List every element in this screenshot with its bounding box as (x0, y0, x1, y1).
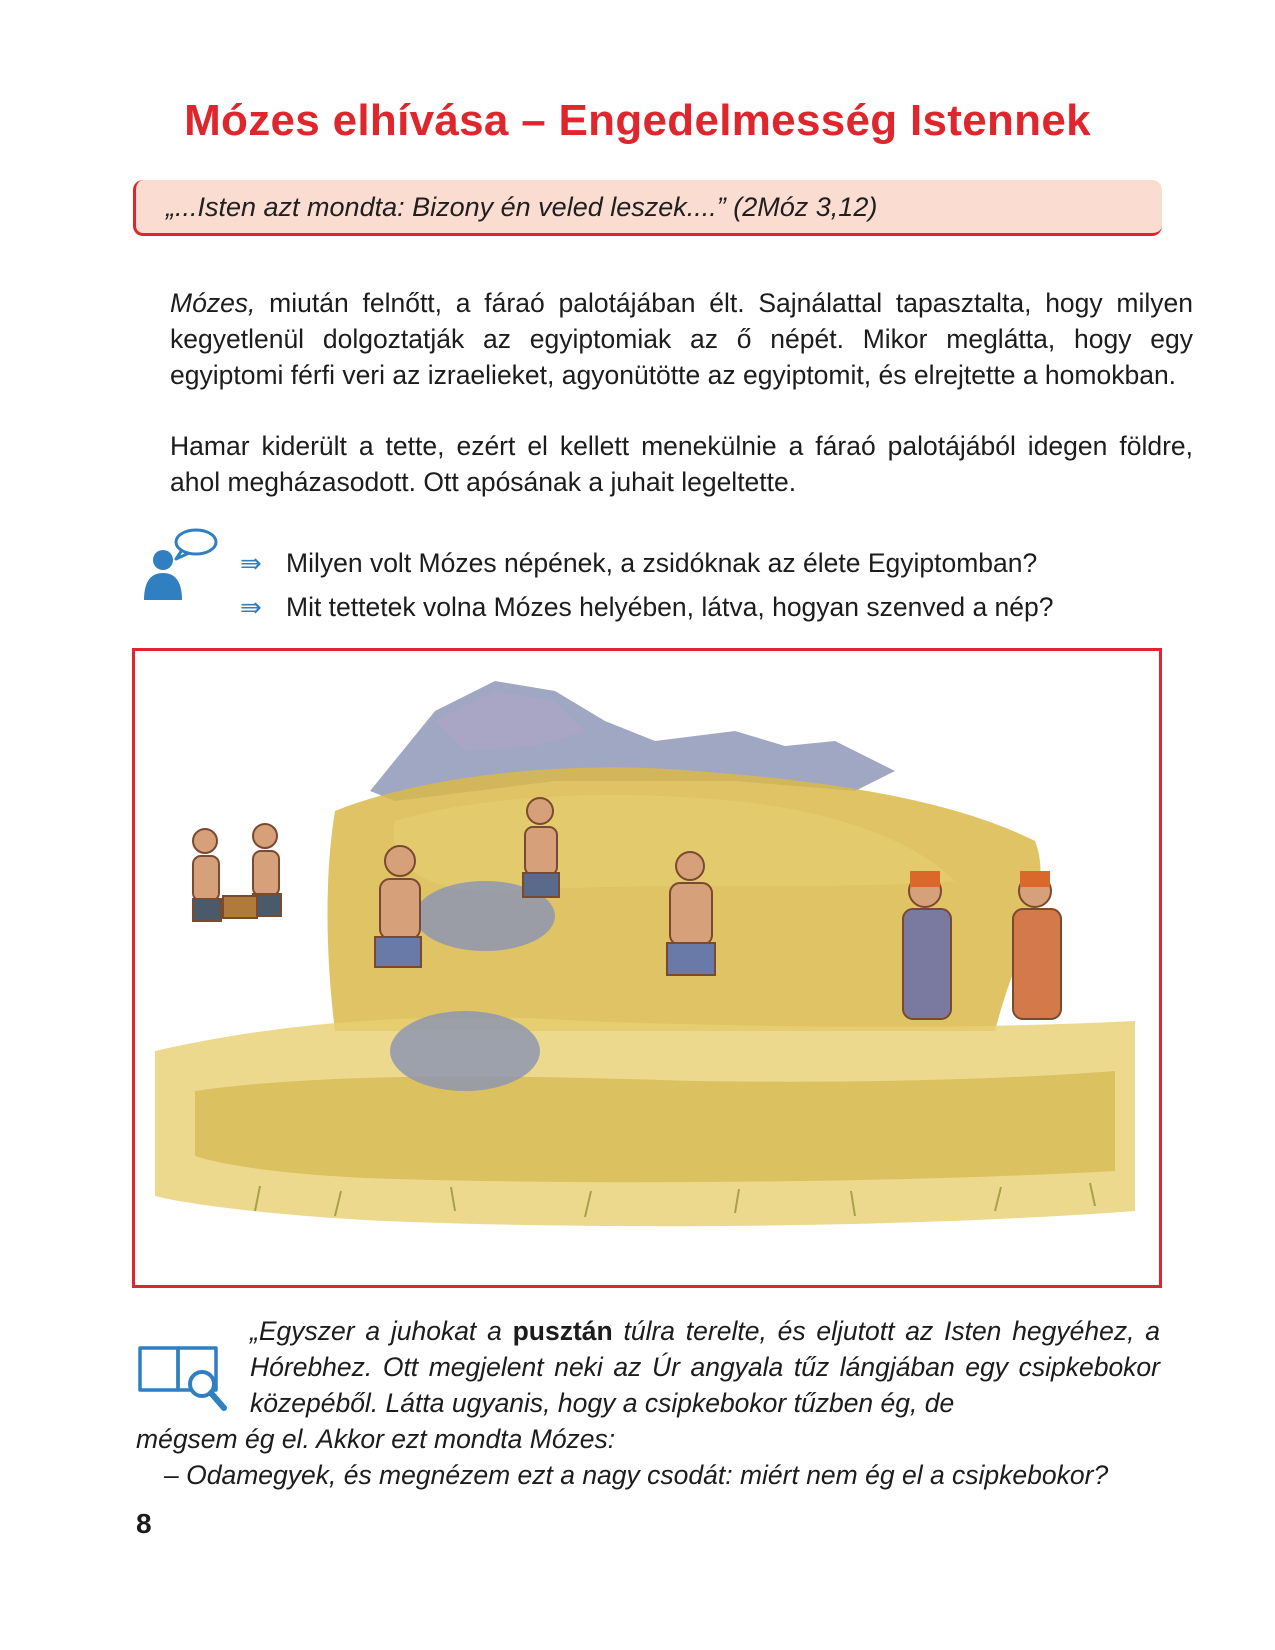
quarry-illustration (135, 651, 1159, 1285)
speech-person-icon (142, 528, 220, 600)
paragraph-2: Hamar kiderült a tette, ezért el kellett menekülnie a fáraó palotájából idegen földre, ahol megházasodott. Ott apósának a juhait legeltette. (170, 431, 1193, 497)
illustration-frame (132, 648, 1162, 1288)
verse-box (133, 180, 1162, 236)
bible-quote-bold: pusztán (512, 1316, 613, 1346)
arrow-icon: ⇛ (240, 548, 262, 578)
bible-quote-line: mégsem ég el. Akkor ezt mondta Mózes: (136, 1424, 616, 1454)
page-title: Mózes elhívása – Engedelmesség Istennek (184, 96, 1091, 145)
paragraph-1-text: miután felnőtt, a fáraó palotájában élt. Sajnálattal tapasztalta, hogy milyen kegyetlenül dolgoztatják az egyiptomiak az ő népét. Mikor meglátta, hogy egy egyiptomi férfi veri az izraelieket, agyonütötte az egyiptomit, és elrejtette a homokban. (170, 288, 1193, 390)
bible-quote-opening (250, 1313, 1160, 1421)
page-number: 8 (136, 1508, 152, 1539)
discussion-question-2 (240, 592, 1054, 623)
bible-quote-lead: „Egyszer a juhokat a (250, 1316, 513, 1346)
book-magnifier-icon (136, 1338, 230, 1414)
question-text: Mit tettetek volna Mózes helyében, látva, hogyan szenved a nép? (286, 592, 1054, 622)
arrow-icon: ⇛ (240, 592, 262, 622)
question-text: Milyen volt Mózes népének, a zsidóknak az élete Egyiptomban? (286, 548, 1038, 578)
bible-quote-dialogue: – Odamegyek, és megnézem ezt a nagy csodát: miért nem ég el a csipkebokor? (164, 1460, 1109, 1490)
paragraph-1-name: Mózes, (170, 288, 256, 318)
discussion-question-1 (240, 548, 1037, 579)
verse-text: „...Isten azt mondta: Bizony én veled leszek....” (2Móz 3,12) (166, 192, 878, 222)
bible-quote-rest: túlra terelte, és eljutott az Isten hegyéhez, a Hórebhez. Ott megjelent neki az Úr angyala tűz lángjában egy csipkebokor közepéből. Látta ugyanis, hogy a csipkebokor tűzben ég, de (250, 1316, 1160, 1418)
paragraph-1 (136, 285, 1193, 393)
